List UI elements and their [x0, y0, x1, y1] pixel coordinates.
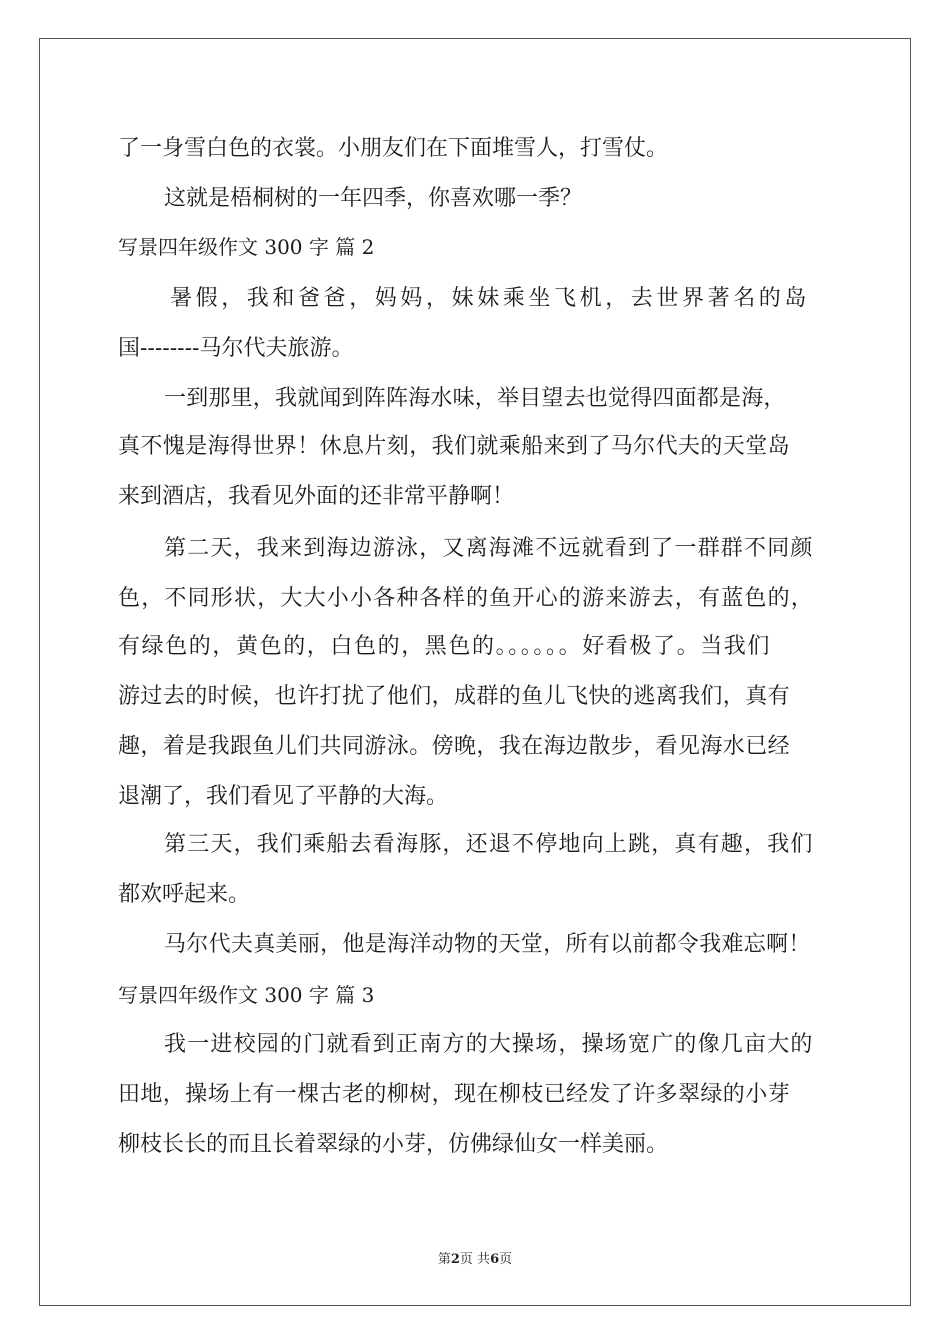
page-footer — [0, 1248, 950, 1267]
paragraph-line: 田地，操场上有一棵古老的柳树，现在柳枝已经发了许多翠绿的小芽 — [118, 1082, 791, 1107]
paragraph-line: 有绿色的，黄色的，白色的，黑色的。。。。。。好看极了。当我们 — [118, 634, 772, 659]
paragraph-line: 了一身雪白色的衣裳。小朋友们在下面堆雪人，打雪仗。 — [118, 136, 669, 161]
paragraph-line: 游过去的时候，也许打扰了他们，成群的鱼儿飞快的逃离我们，真有 — [118, 684, 791, 709]
page-border — [39, 38, 911, 1306]
page-prefix: 第 — [437, 1252, 451, 1267]
section-heading: 写景四年级作文 300 字 篇 3 — [118, 983, 375, 1007]
paragraph-line: 真不愧是海得世界！休息片刻，我们就乘船来到了马尔代夫的天堂岛 — [118, 434, 791, 459]
paragraph-line: 趣，着是我跟鱼儿们共同游泳。傍晚，我在海边散步，看见海水已经 — [118, 734, 791, 759]
paragraph-line: 第三天，我们乘船去看海豚，还退不停地向上跳，真有趣，我们 — [164, 832, 814, 857]
page-total: 6 — [490, 1252, 500, 1267]
paragraph-line: 都欢呼起来。 — [118, 882, 251, 907]
paragraph-line: 马尔代夫真美丽，他是海洋动物的天堂，所有以前都令我难忘啊！ — [164, 932, 811, 957]
section-heading: 写景四年级作文 300 字 篇 2 — [118, 235, 375, 259]
paragraph-line: 来到酒店，我看见外面的还非常平静啊！ — [118, 484, 515, 509]
paragraph-line: 暑假，我和爸爸，妈妈，妹妹乘坐飞机，去世界著名的岛 — [170, 286, 811, 311]
page-number: 2 — [450, 1252, 460, 1267]
page-suffix: 页 — [499, 1252, 513, 1267]
paragraph-line: 这就是梧桐树的一年四季，你喜欢哪一季？ — [164, 186, 583, 211]
paragraph-line: 色，不同形状，大大小小各种各样的鱼开心的游来游去，有蓝色的， — [118, 586, 815, 611]
paragraph-line: 第二天，我来到海边游泳，又离海滩不远就看到了一群群不同颜 — [164, 536, 814, 561]
paragraph-line: 一到那里，我就闻到阵阵海水味，举目望去也觉得四面都是海， — [164, 386, 786, 411]
paragraph-line: 国--------马尔代夫旅游。 — [118, 336, 354, 361]
paragraph-line: 退潮了，我们看见了平静的大海。 — [118, 784, 449, 809]
paragraph-line: 柳枝长长的而且长着翠绿的小芽，仿佛绿仙女一样美丽。 — [118, 1132, 669, 1157]
paragraph-line: 我一进校园的门就看到正南方的大操场，操场宽广的像几亩大的 — [164, 1032, 814, 1057]
page-mid: 页 共 — [459, 1252, 491, 1267]
